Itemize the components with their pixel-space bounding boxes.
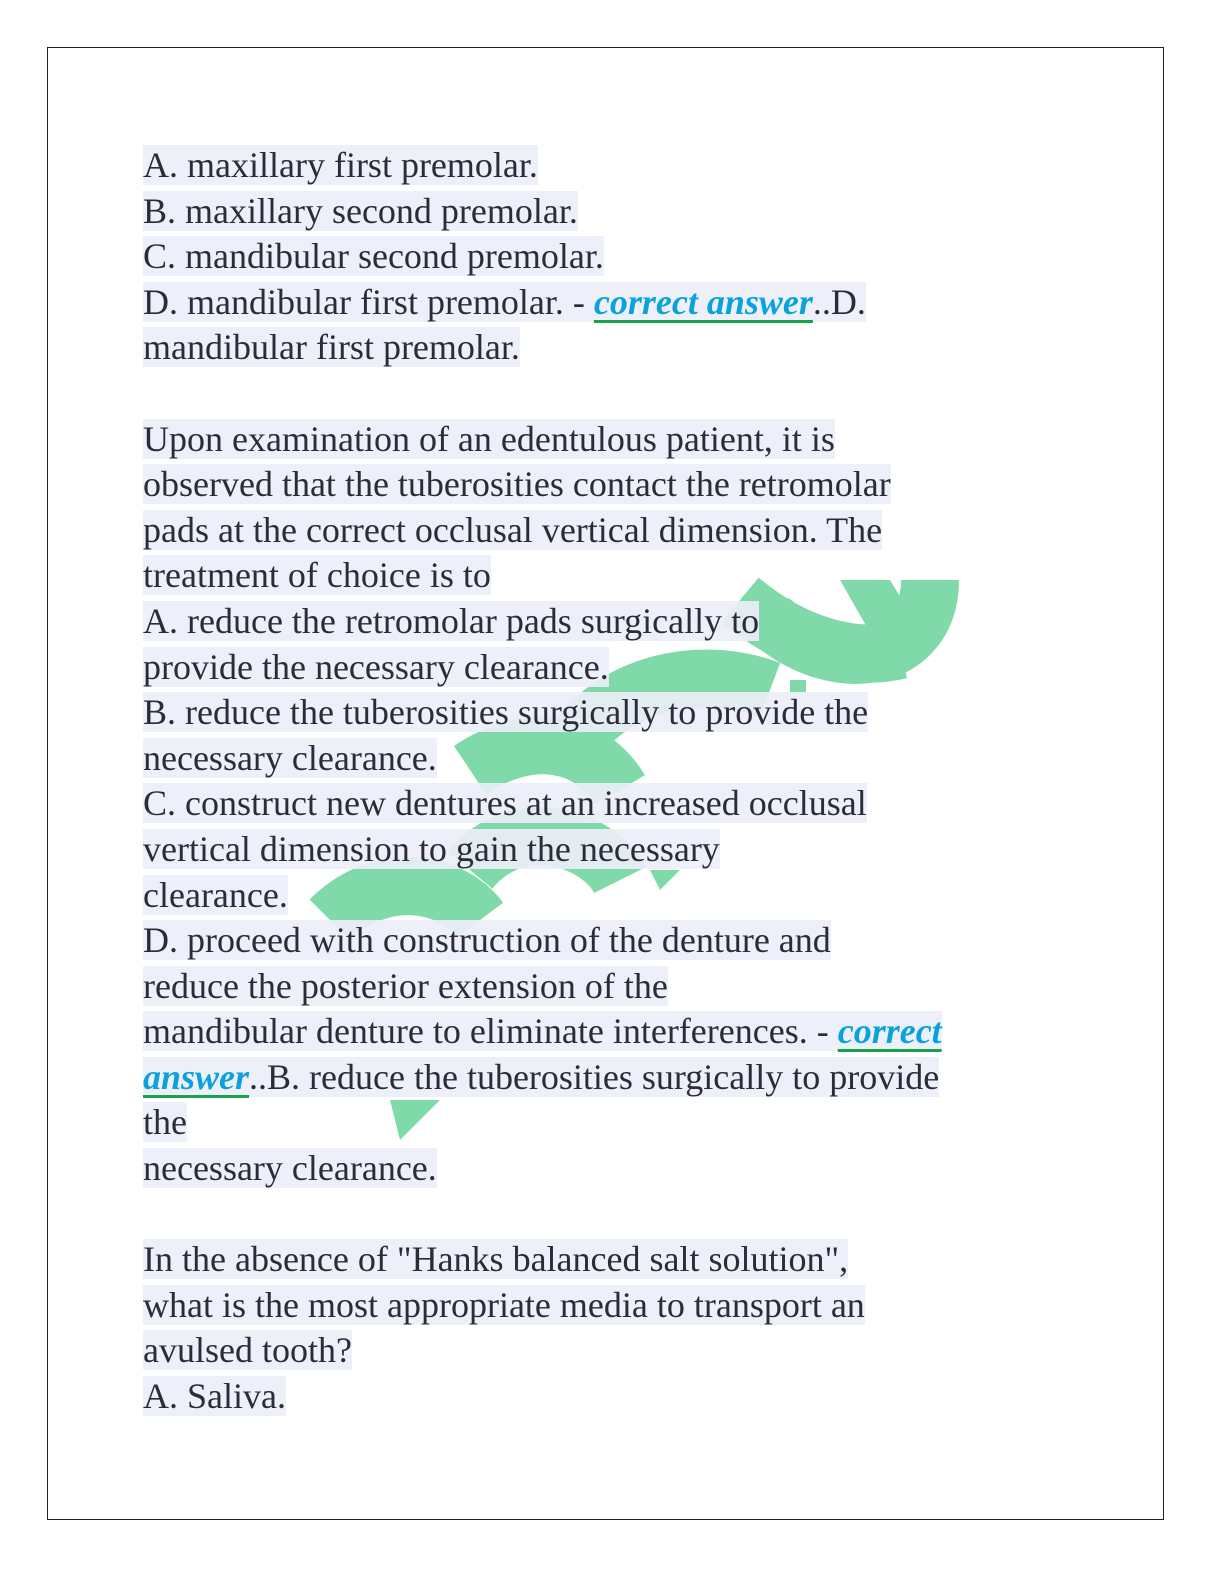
q2-option-line: provide the necessary clearance. [143,646,609,687]
q2-stem-line: pads at the correct occlusal vertical dimension. The [143,509,883,550]
q1-option-c: C. mandibular second premolar. [143,236,604,277]
q3-stem-line: avulsed tooth? [143,1330,352,1371]
q2-correct-answer-link-part2[interactable]: answer [143,1056,250,1097]
q2-option-line: D. proceed with construction of the denture and [143,920,831,961]
q2-answer-tail: ..B. reduce the tuberosities surgically to provide [249,1056,940,1097]
q1-answer-line2: mandibular first premolar. [143,327,520,368]
q2-option-d-last [143,1009,1043,1055]
q2-stem-line: treatment of choice is to [143,555,491,596]
spacer [143,1192,1043,1238]
q2-option-d-text: mandibular denture to eliminate interferences. - [143,1011,838,1052]
q2-answer-line3: necessary clearance. [143,1148,437,1189]
q2-option-line: necessary clearance. [143,737,437,778]
q1-option-d-text: D. mandibular first premolar. - [143,281,594,322]
q2-stem-line: Upon examination of an edentulous patient, it is [143,418,835,459]
document-body [143,143,1043,1420]
q2-option-line: vertical dimension to gain the necessary [143,828,720,869]
q2-option-line: reduce the posterior extension of the [143,965,668,1006]
q1-answer-tail: ..D. [812,281,866,322]
q2-option-line: A. reduce the retromolar pads surgically to [143,600,760,641]
q2-option-line: B. reduce the tuberosities surgically to provide the [143,692,869,733]
q1-option-d [143,280,1043,326]
q1-correct-answer-link[interactable]: correct answer [593,281,813,322]
q2-option-line: C. construct new dentures at an increased occlusal [143,783,867,824]
q2-option-line: clearance. [143,874,288,915]
q1-option-b: B. maxillary second premolar. [143,190,578,231]
q2-correct-answer-link-part1[interactable]: correct [837,1011,942,1052]
q2-answer-line [143,1055,1043,1101]
q3-stem-line: In the absence of "Hanks balanced salt solution", [143,1239,849,1280]
q1-option-a: A. maxillary first premolar. [143,145,538,185]
q2-stem-line: observed that the tuberosities contact the retromolar [143,464,891,505]
spacer [143,371,1043,417]
q2-answer-line2: the [143,1102,187,1143]
q3-option-a: A. Saliva. [143,1376,286,1417]
q3-stem-line: what is the most appropriate media to transport an [143,1284,865,1325]
